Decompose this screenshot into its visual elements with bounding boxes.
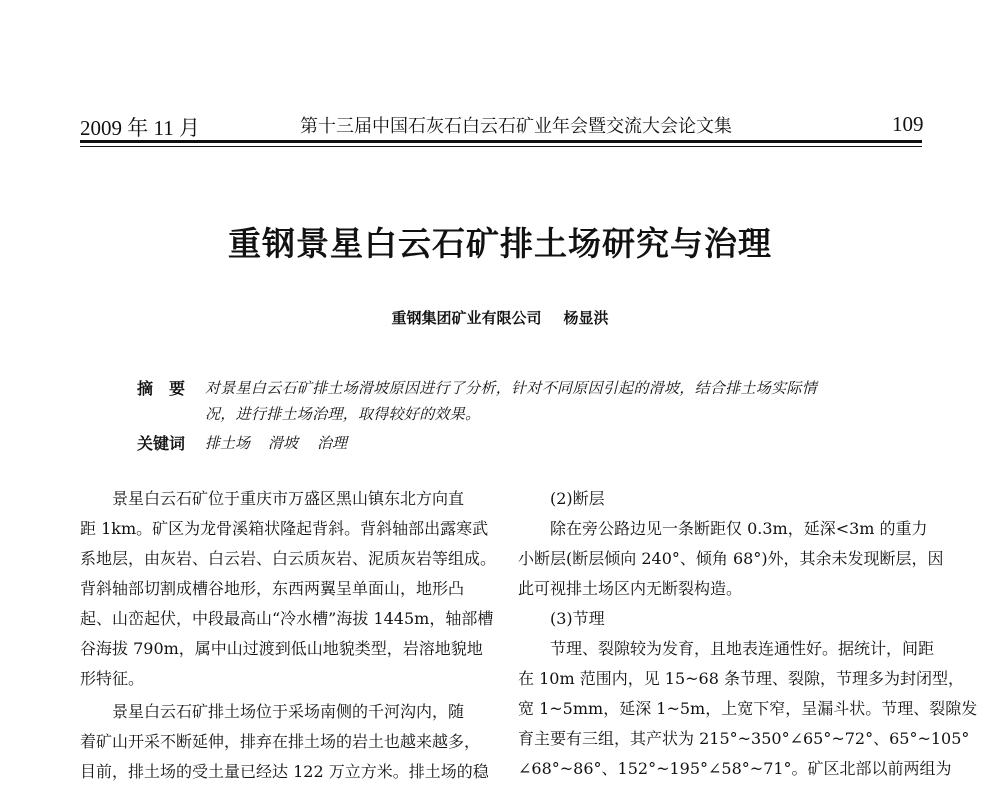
- body-left-line-7: 形特征。: [80, 669, 145, 688]
- section-heading-fault: (2)断层: [550, 489, 605, 508]
- abstract-line-2: 况，进行排土场治理，取得较好的效果。: [205, 405, 481, 423]
- body-left-column: [80, 484, 500, 787]
- header-page-number: 109: [892, 112, 924, 136]
- header-rule-thick: [80, 140, 922, 143]
- body-right-line-9: 育主要有三组，其产状为 215°~350°∠65°~72°、65°~105°: [518, 729, 970, 748]
- body-left-line-5: 起、山峦起伏，中段最高山“冷水槽”海拔 1445m，轴部槽: [80, 609, 494, 628]
- body-left-line-9: 着矿山开采不断延伸，排弃在排土场的岩土也越来越多，: [80, 732, 481, 751]
- body-right-line-2: 除在旁公路边见一条断距仅 0.3m，延深<3m 的重力: [550, 519, 928, 538]
- header-journal-title: 第十三届中国石灰石白云石矿业年会暨交流大会论文集: [300, 116, 732, 137]
- keyword-3: 治理: [317, 434, 348, 452]
- author-name: 杨显洪: [563, 309, 609, 327]
- body-left-line-3: 系地层，由灰岩、白云岩、白云质灰岩、泥质灰岩等组成。: [80, 549, 497, 568]
- keywords-label: 关键词: [137, 434, 186, 453]
- author-affiliation: 重钢集团矿业有限公司: [391, 309, 542, 327]
- body-left-line-8: 景星白云石矿排土场位于采场南侧的千河沟内，随: [112, 702, 465, 721]
- body-left-line-6: 谷海拔 790m，属中山过渡到低山地貌类型，岩溶地貌地: [80, 639, 483, 658]
- body-right-line-6: 节理、裂隙较为发育，且地表连通性好。据统计，间距: [550, 639, 935, 658]
- abstract-line-1: 对景星白云石矿排土场滑坡原因进行了分析，针对不同原因引起的滑坡，结合排土场实际情: [205, 379, 818, 397]
- body-right-line-3: 小断层(断层倾向 240°、倾角 68°)外，其余未发现断层，因: [518, 549, 944, 568]
- body-right-line-8: 宽 1~5mm，延深 1~5m，上宽下窄，呈漏斗状。节理、裂隙发: [518, 699, 978, 718]
- header-rule-thin: [80, 146, 922, 147]
- body-left-line-4: 背斜轴部切割成槽谷地形，东西两翼呈单面山，地形凸: [80, 579, 465, 598]
- body-right-line-7: 在 10m 范围内，见 15~68 条节理、裂隙，节理多为封闭型，: [518, 669, 965, 688]
- paper-title: 重钢景星白云石矿排土场研究与治理: [228, 224, 772, 263]
- body-right-line-10: ∠68°~86°、152°~195°∠58°~71°。矿区北部以前两组为: [518, 759, 952, 778]
- keyword-1: 排土场: [205, 434, 251, 452]
- author-line: [0, 307, 1000, 328]
- keyword-2: 滑坡: [268, 434, 299, 452]
- body-left-line-1: 景星白云石矿位于重庆市万盛区黑山镇东北方向直: [112, 489, 465, 508]
- abstract-label: 摘 要: [137, 379, 186, 398]
- body-right-column: [518, 484, 978, 784]
- body-left-line-2: 距 1km。矿区为龙骨溪箱状隆起背斜。背斜轴部出露寒武: [80, 519, 489, 538]
- body-right-line-4: 此可视排土场区内无断裂构造。: [518, 579, 743, 598]
- header-date: 2009 年 11 月: [80, 116, 200, 140]
- section-heading-joint: (3)节理: [550, 609, 605, 628]
- body-left-line-10: 目前，排土场的受土量已经达 122 万立方米。排土场的稳: [80, 762, 489, 781]
